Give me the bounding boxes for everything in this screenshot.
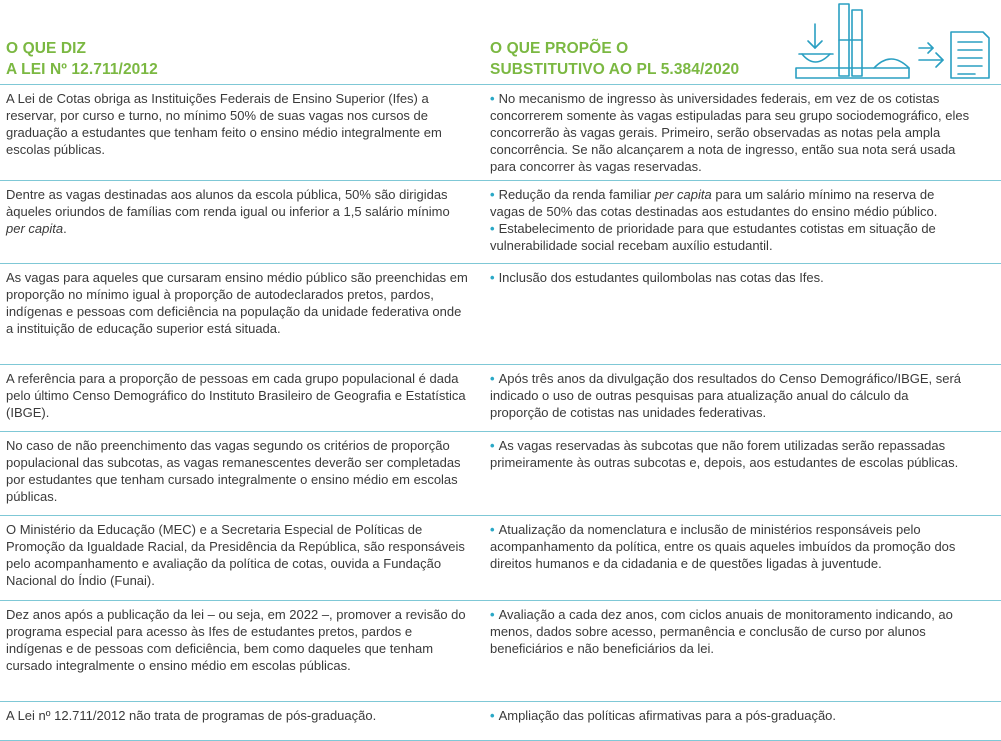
proposal-text-cell [490, 186, 970, 254]
law-text: O Ministério da Educação (MEC) e a Secretaria Especial de Políticas de Promoção da Igualdade Racial, da Presidência da República, são responsáveis pelo acompanhamento e avaliação da política de cotas, ouvida a Fundação Nacional do Índio (Funai). [6, 522, 465, 588]
proposal-item [490, 521, 970, 572]
left-heading-line-2: A LEI Nº 12.711/2012 [6, 61, 158, 78]
law-text: A Lei de Cotas obriga as Instituições Federais de Ensino Superior (Ifes) a reservar, por curso e turno, no mínimo 50% de suas vagas nos cursos de graduação a estudantes que tenham feito o ensino médio integralmente em escolas públicas. [6, 91, 442, 157]
law-text-italic: per capita [6, 221, 64, 236]
bullet-icon: • [490, 607, 495, 622]
table-row [0, 180, 1001, 263]
bullet-icon: • [490, 187, 495, 202]
proposal-text: Ampliação das políticas afirmativas para a pós-graduação. [498, 708, 837, 723]
bullet-icon: • [490, 522, 495, 537]
bullet-icon: • [490, 91, 495, 106]
proposal-text: Inclusão dos estudantes quilombolas nas cotas das Ifes. [498, 270, 824, 285]
arrow-right-small-icon [919, 43, 933, 53]
proposal-item [490, 707, 970, 724]
right-column-heading [490, 38, 790, 80]
law-text-cell [6, 707, 468, 724]
proposal-item [490, 186, 970, 220]
proposal-text-italic: per capita [654, 187, 712, 202]
proposal-item [490, 220, 970, 254]
law-text-cell [6, 437, 468, 505]
proposal-text: para um salário mínimo na reserva de vagas de 50% das cotas destinadas aos estudantes do ensino médio público. [490, 187, 938, 219]
proposal-text: Atualização da nomenclatura e inclusão de ministérios responsáveis pelo acompanhamento da política, entre os quais aqueles imbuídos da promoção dos direitos humanos e da cidadania e de questões ligadas à juventude. [490, 522, 956, 571]
table-row [0, 431, 1001, 515]
law-text-cell [6, 269, 468, 337]
proposal-item [490, 269, 970, 286]
law-text: No caso de não preenchimento das vagas segundo os critérios de proporção populacional das subcotas, as vagas remanescentes deverão ser completadas por estudantes que tenham cursado integralmente o ensino médio em escolas públicas. [6, 438, 461, 504]
proposal-item [490, 437, 970, 471]
scale-dish-icon [799, 54, 833, 62]
law-text-cell [6, 521, 468, 589]
arrow-right-icon [919, 53, 943, 67]
bullet-icon: • [490, 221, 495, 236]
document-icon [951, 32, 989, 78]
law-text: . [63, 221, 67, 236]
left-column-heading [6, 38, 476, 80]
proposal-text: No mecanismo de ingresso às universidades federais, em vez de os cotistas concorrerem somente às vagas estipuladas para seu grupo sociodemográfico, eles concorrerão às vagas gerais. Primeiro, serão observadas as notas pela ampla concorrência. Se não alcançarem a nota de ingresso, então sua nota será usada para concorrer às vagas reservadas. [490, 91, 970, 174]
law-text: A Lei nº 12.711/2012 não trata de programas de pós-graduação. [6, 708, 377, 723]
table-row [0, 263, 1001, 364]
arrow-down-icon [808, 24, 822, 48]
law-text: A referência para a proporção de pessoas em cada grupo populacional é dada pelo último Censo Demográfico do Instituto Brasileiro de Geografia e Estatística (IBGE). [6, 371, 466, 420]
proposal-text-cell [490, 437, 970, 471]
table-row [0, 515, 1001, 600]
proposal-text-cell [490, 606, 970, 657]
right-heading-line-1: O QUE PROPÕE O [490, 40, 629, 57]
proposal-text: Após três anos da divulgação dos resultados do Censo Demográfico/IBGE, será indicado o uso de outras pesquisas para atualização anual do cálculo da proporção de cotistas nas unidades federativas. [490, 371, 962, 420]
left-heading-line-1: O QUE DIZ [6, 40, 87, 57]
law-text: Dentre as vagas destinadas aos alunos da escola pública, 50% são dirigidas àqueles oriundos de famílias com renda igual ou inferior a 1,5 salário mínimo [6, 187, 450, 219]
proposal-text-cell [490, 90, 970, 175]
bullet-icon: • [490, 371, 495, 386]
proposal-text: As vagas reservadas às subcotas que não forem utilizadas serão repassadas primeiramente às outras subcotas e, depois, aos estudantes de escolas públicas. [490, 438, 959, 470]
law-text-cell [6, 90, 468, 158]
table-row [0, 364, 1001, 431]
table-row [0, 701, 1001, 741]
proposal-text-cell [490, 707, 970, 724]
bullet-icon: • [490, 708, 495, 723]
table-header [0, 0, 1001, 84]
proposal-item [490, 606, 970, 657]
law-text: As vagas para aqueles que cursaram ensino médio público são preenchidas em proporção no mínimo igual à proporção de autodeclarados pretos, pardos, indígenas e pessoas com deficiência na população da unidade federativa onde a instituição de educação superior está situada. [6, 270, 468, 336]
proposal-text-cell [490, 521, 970, 572]
table-row [0, 600, 1001, 701]
bullet-icon: • [490, 270, 495, 285]
table-row [0, 84, 1001, 180]
dome-icon [874, 59, 909, 68]
law-text-cell [6, 186, 468, 237]
law-text-cell [6, 606, 468, 674]
law-text-cell [6, 370, 468, 421]
congress-document-illustration [793, 2, 999, 82]
proposal-item [490, 370, 970, 421]
right-heading-line-2: SUBSTITUTIVO AO PL 5.384/2020 [490, 61, 740, 78]
proposal-text-cell [490, 370, 970, 421]
proposal-text: Avaliação a cada dez anos, com ciclos anuais de monitoramento indicando, ao menos, dados sobre acesso, permanência e conclusão de curso por alunos beneficiários e não beneficiários da lei. [490, 607, 953, 656]
proposal-text-cell [490, 269, 970, 286]
law-text: Dez anos após a publicação da lei – ou seja, em 2022 –, promover a revisão do programa especial para acesso às Ifes de estudantes pretos, pardos e indígenas e de pessoas com deficiência, bem como daqueles que tenham cursado integralmente o ensino médio em escolas públicas. [6, 607, 466, 673]
proposal-text: Redução da renda familiar [498, 187, 655, 202]
proposal-text: Estabelecimento de prioridade para que estudantes cotistas em situação de vulnerabilidade social recebam auxílio estudantil. [490, 221, 936, 253]
proposal-item [490, 90, 970, 175]
bullet-icon: • [490, 438, 495, 453]
congress-building-icon [839, 4, 862, 76]
